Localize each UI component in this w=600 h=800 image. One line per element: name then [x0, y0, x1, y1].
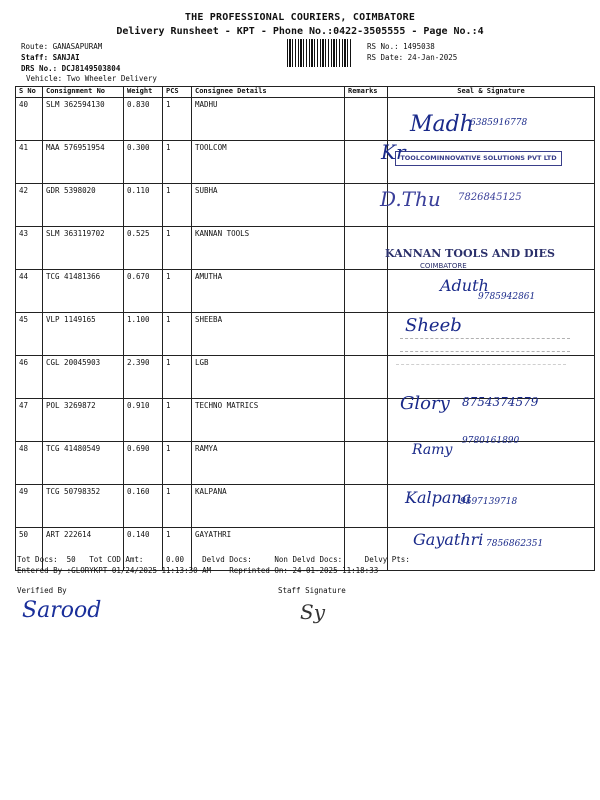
drs-number: DRS No.: DCJ8149503804	[21, 64, 121, 73]
faded-stamp-lgb-2	[396, 364, 566, 377]
cell-signature	[388, 270, 595, 313]
cell-weight: 0.910	[124, 399, 163, 442]
faded-stamp-lgb	[400, 338, 570, 352]
phone-gayathri: 7856862351	[486, 539, 544, 549]
col-header-sno: S No	[16, 87, 43, 98]
signature-madhu: Madh	[410, 112, 474, 137]
cell-weight: 0.670	[124, 270, 163, 313]
totals-line: Tot Docs: 50 Tot COD Amt: 0.00 Delvd Docs: Non Delvd Docs: Delvy Pts:	[17, 555, 410, 564]
cell-consignee: RAMYA	[192, 442, 345, 485]
cell-weight: 0.110	[124, 184, 163, 227]
staff-signature-label: Staff Signature	[278, 586, 346, 595]
cell-consignee: TOOLCOM	[192, 141, 345, 184]
cell-remarks	[345, 485, 388, 528]
cell-sno: 43	[16, 227, 43, 270]
table-row	[16, 270, 595, 313]
signature-toolcom: Kr	[381, 140, 406, 164]
cell-pcs: 1	[163, 399, 192, 442]
table-row	[16, 528, 595, 571]
vehicle-label: Vehicle: Two Wheeler Delivery	[26, 74, 157, 83]
runsheet-subtitle: Delivery Runsheet - KPT - Phone No.:0422-3505555 - Page No.:4	[116, 26, 484, 37]
cell-weight: 1.100	[124, 313, 163, 356]
cell-consignment-no: TCG 50798352	[43, 485, 124, 528]
cell-consignment-no: POL 3269872	[43, 399, 124, 442]
cell-weight: 2.390	[124, 356, 163, 399]
cell-weight: 0.525	[124, 227, 163, 270]
cell-consignment-no: CGL 20045903	[43, 356, 124, 399]
phone-subha: 7826845125	[458, 192, 522, 203]
staff-label: Staff: SANJAI	[21, 53, 80, 62]
rs-date: RS Date: 24-Jan-2025	[367, 53, 458, 62]
signature-gayathri: Gayathri	[413, 530, 484, 549]
verified-signature: Sarood	[22, 598, 102, 623]
entered-by-line: Entered By :GLORYKPT 01/24/2025 11:13:30 AM Reprinted On: 24-01-2025 11:18:33	[17, 566, 379, 575]
col-header-pcs: PCS	[163, 87, 192, 98]
cell-weight: 0.140	[124, 528, 163, 571]
signature-subha: D.Thu	[380, 187, 441, 211]
rs-number: RS No.: 1495038	[367, 42, 435, 51]
phone-kalpana: 9597139718	[460, 497, 518, 507]
phone-amutha: 9785942861	[478, 292, 536, 302]
kannan-stamp-city: COIMBATORE	[420, 262, 467, 270]
table-row	[16, 184, 595, 227]
cell-weight: 0.300	[124, 141, 163, 184]
cell-consignment-no: ART 222614	[43, 528, 124, 571]
cell-weight: 0.160	[124, 485, 163, 528]
cell-consignee: SUBHA	[192, 184, 345, 227]
cell-sno: 49	[16, 485, 43, 528]
cell-consignment-no: SLM 363119702	[43, 227, 124, 270]
signature-sheeba: Sheeb	[405, 315, 462, 336]
signature-techno: Glory	[400, 393, 450, 414]
cell-sno: 50	[16, 528, 43, 571]
cell-pcs: 1	[163, 313, 192, 356]
table-row	[16, 442, 595, 485]
cell-pcs: 1	[163, 184, 192, 227]
cell-consignee: KANNAN TOOLS	[192, 227, 345, 270]
cell-remarks	[345, 356, 388, 399]
toolcom-stamp: TOOLCOMINNOVATIVE SOLUTIONS PVT LTD	[395, 151, 562, 166]
document-title: THE PROFESSIONAL COURIERS, COIMBATORE	[184, 12, 416, 23]
cell-consignment-no: GDR 5398020	[43, 184, 124, 227]
cell-sno: 44	[16, 270, 43, 313]
table-header-row	[16, 87, 595, 98]
verified-by-label: Verified By	[17, 586, 67, 595]
cell-sno: 47	[16, 399, 43, 442]
col-header-consignment: Consignment No	[43, 87, 124, 98]
cell-consignee: GAYATHRI	[192, 528, 345, 571]
cell-sno: 41	[16, 141, 43, 184]
cell-sno: 40	[16, 98, 43, 141]
staff-signature: Sy	[300, 600, 325, 624]
cell-sno: 48	[16, 442, 43, 485]
col-header-consignee: Consignee Details	[192, 87, 345, 98]
cell-remarks	[345, 442, 388, 485]
col-header-signature: Seal & Signature	[388, 87, 595, 98]
route-label: Route: GANASAPURAM	[21, 42, 103, 51]
cell-pcs: 1	[163, 270, 192, 313]
cell-remarks	[345, 528, 388, 571]
cell-weight: 0.690	[124, 442, 163, 485]
cell-consignee: LGB	[192, 356, 345, 399]
cell-consignee: MADHU	[192, 98, 345, 141]
cell-remarks	[345, 313, 388, 356]
cell-pcs: 1	[163, 485, 192, 528]
cell-sno: 46	[16, 356, 43, 399]
col-header-weight: Weight	[124, 87, 163, 98]
cell-pcs: 1	[163, 141, 192, 184]
cell-sno: 45	[16, 313, 43, 356]
cell-consignment-no: TCG 41481366	[43, 270, 124, 313]
cell-pcs: 1	[163, 356, 192, 399]
cell-sno: 42	[16, 184, 43, 227]
cell-consignment-no: VLP 1149165	[43, 313, 124, 356]
cell-weight: 0.830	[124, 98, 163, 141]
cell-consignment-no: SLM 362594130	[43, 98, 124, 141]
phone-ramya: 9780161890	[462, 436, 520, 446]
col-header-remarks: Remarks	[345, 87, 388, 98]
cell-pcs: 1	[163, 227, 192, 270]
kannan-tools-stamp: KANNAN TOOLS AND DIES	[385, 247, 556, 260]
cell-remarks	[345, 98, 388, 141]
cell-consignee: AMUTHA	[192, 270, 345, 313]
cell-pcs: 1	[163, 98, 192, 141]
signature-kalpana: Kalpana	[405, 488, 472, 507]
signature-amutha: Aduth	[440, 276, 489, 295]
barcode-image	[287, 39, 353, 67]
signature-ramya: Ramy	[412, 442, 453, 458]
cell-consignment-no: MAA 576951954	[43, 141, 124, 184]
cell-consignee: SHEEBA	[192, 313, 345, 356]
phone-techno: 8754374579	[462, 395, 539, 409]
cell-pcs: 1	[163, 442, 192, 485]
cell-consignee: KALPANA	[192, 485, 345, 528]
cell-remarks	[345, 270, 388, 313]
cell-pcs: 1	[163, 528, 192, 571]
cell-remarks	[345, 227, 388, 270]
table-row	[16, 356, 595, 399]
cell-remarks	[345, 399, 388, 442]
cell-consignee: TECHNO MATRICS	[192, 399, 345, 442]
cell-consignment-no: TCG 41480549	[43, 442, 124, 485]
phone-madhu: 6385916778	[470, 118, 528, 128]
